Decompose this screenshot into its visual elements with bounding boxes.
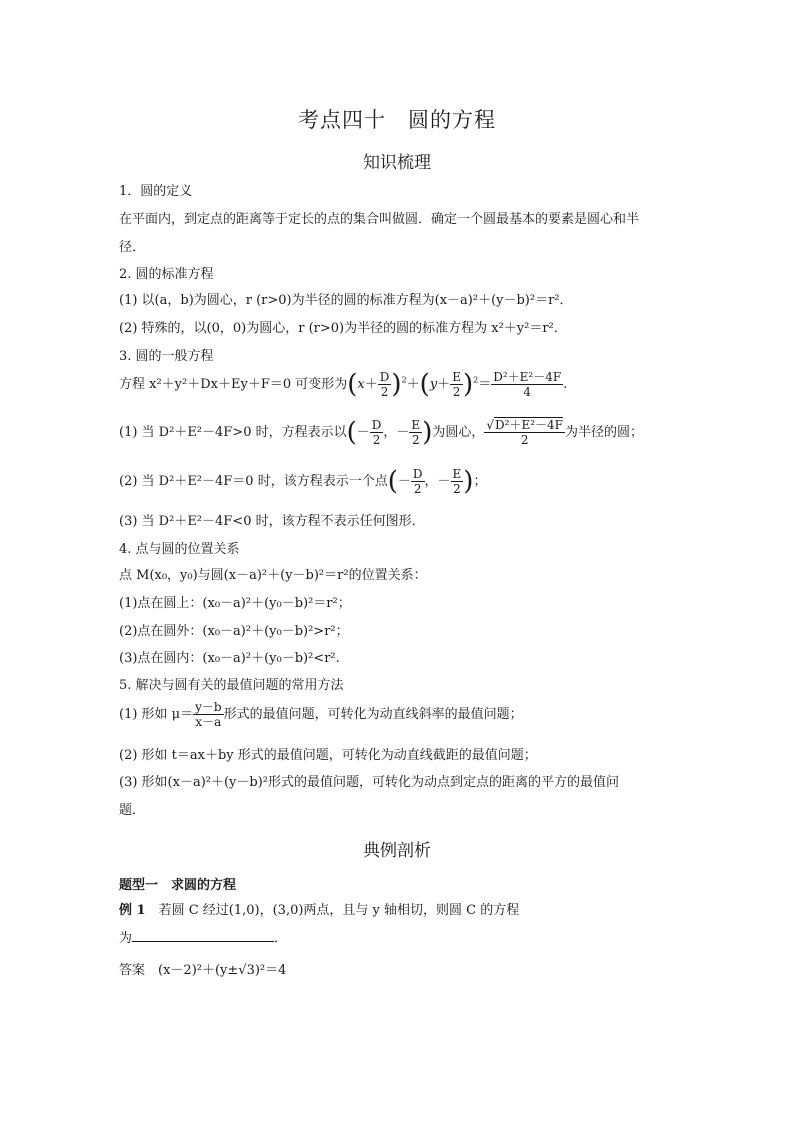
section-heading-examples: 典例剖析 xyxy=(363,841,431,861)
p1-text-a: 在平面内，到定点的距离等于定长的点的集合叫做圆．确定一个圆最基本的要素是圆心和半 xyxy=(119,212,640,227)
p5-item3-b: 题． xyxy=(119,803,146,818)
example-question: 例 1 若圆 C 经过(1,0)，(3,0)两点，且与 y 轴相切，则圆 C 的方程 xyxy=(119,903,520,918)
p3-item1: (1) 当 D²＋E²－4F>0 时，方程表示以(－ $\frac{D}{2}$ ，－ $\frac{E}{2}$ )为圆心， $\frac{\text{√D²＋E²－4F}}{2}$ 为半径的圆； xyxy=(119,417,643,448)
p4-intro: 点 M(x₀，y₀)与圆(x－a)²＋(y－b)²＝r²的位置关系： xyxy=(119,568,427,583)
p4-item1: (1)点在圆上：(x₀－a)²＋(y₀－b)²＝r²； xyxy=(119,596,351,611)
example-type-heading: 题型一 求圆的方程 xyxy=(119,878,237,893)
p3-heading: 3. 圆的一般方程 xyxy=(119,349,214,364)
p5-frac: $\frac{y-b}{x-a}$ xyxy=(195,700,222,729)
example-label: 例 1 xyxy=(119,903,146,918)
p5-item2: (2) 形如 t＝ax＋by 形式的最值问题，可转化为动直线截距的最值问题； xyxy=(119,748,537,763)
p3-item2: (2) 当 D²＋E²－4F＝0 时，该方程表示一个点(－ $\frac{D}{2}$ ，－ $\frac{E}{2}$ )； xyxy=(119,466,487,497)
p5-item3-a: (3) 形如(x－a)²＋(y－b)²形式的最值问题，可转化为动点到定点的距离的平方的最值问 xyxy=(119,775,620,790)
section-heading-knowledge: 知识梳理 xyxy=(363,153,431,173)
p3-eq-rhs: $\frac{\text{D²＋E²－4F}}{4}$ xyxy=(493,370,562,399)
page-title: 考点四十 圆的方程 xyxy=(298,108,496,132)
p3-eq-prefix: 方程 x²＋y²＋Dx＋Ey＋F＝0 可变形为 xyxy=(119,377,348,392)
p2-item1: (1) 以(a，b)为圆心，r (r>0)为半径的圆的标准方程为(x－a)²＋(y－b)²＝r²． xyxy=(119,293,573,308)
example-answer xyxy=(119,959,286,978)
p4-item2: (2)点在圆外：(x₀－a)²＋(y₀－b)²>r²； xyxy=(119,624,349,639)
p1-text-b: 径． xyxy=(119,240,146,255)
p3-item3: (3) 当 D²＋E²－4F<0 时，该方程不表示任何图形． xyxy=(119,514,425,529)
answer-text: (x－2)²＋(y±√3)²＝4 xyxy=(158,963,287,978)
example-blank-line: 为 ． xyxy=(119,931,288,946)
p3-radius-frac: $\frac{\text{√D²＋E²－4F}}{2}$ xyxy=(486,418,563,447)
p3-eq-frac1: $\frac{D}{2}$ xyxy=(379,370,390,399)
p2-item2: (2) 特殊的，以(0，0)为圆心，r (r>0)为半径的圆的标准方程为 x²＋y²＝r²． xyxy=(119,321,567,336)
p4-heading: 4. 点与圆的位置关系 xyxy=(119,542,240,557)
p5-heading: 5. 解决与圆有关的最值问题的常用方法 xyxy=(119,678,344,693)
p4-item3: (3)点在圆内：(x₀－a)²＋(y₀－b)²<r². xyxy=(119,651,340,666)
p1-heading: 1．圆的定义 xyxy=(119,184,193,199)
answer-blank xyxy=(132,929,274,942)
p3-eq-frac2: $\frac{E}{2}$ xyxy=(452,370,461,399)
p3-equation: 方程 x²＋y²＋Dx＋Ey＋F＝0 可变形为(x＋ $\frac{D}{2}$ )$^2$＋(y＋ $\frac{E}{2}$ )$^2$＝ $\frac{\text{D²＋E²－4F}}{4}$ . xyxy=(119,369,568,400)
p2-heading: 2. 圆的标准方程 xyxy=(119,267,214,282)
answer-label: 答案 xyxy=(119,963,146,978)
p5-item1: (1) 形如 μ＝ $\frac{y-b}{x-a}$ 形式的最值问题，可转化为动直线斜率的最值问题； xyxy=(119,700,523,729)
